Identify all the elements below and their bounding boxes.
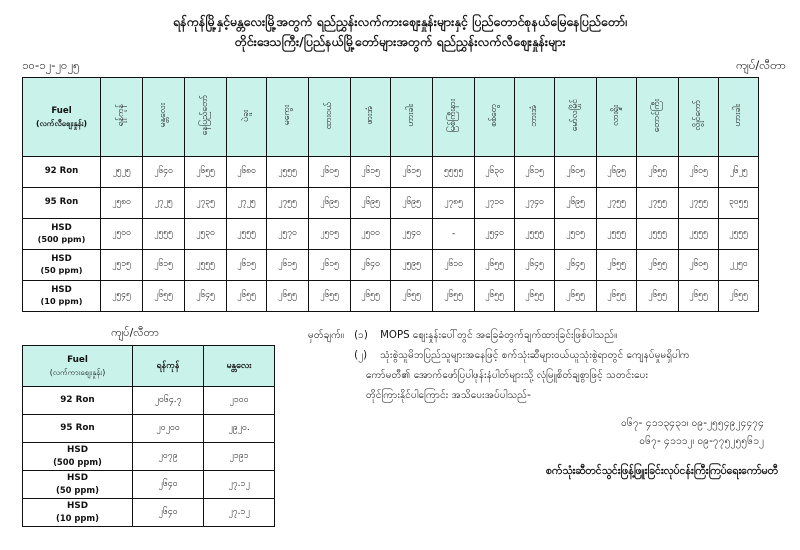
contact-phones — [308, 406, 790, 451]
price-cell: ၂၆၅၅ — [679, 281, 719, 312]
price-cell: ၂၆၁၅ — [515, 157, 555, 188]
fuel-header-title: Fuel — [67, 354, 88, 365]
price-cell: ၂၇၄၀ — [515, 188, 555, 219]
column-header-city — [475, 78, 515, 157]
row-label-text: 92 Ron — [60, 394, 95, 405]
row-label-sub: (50 ppm) — [40, 265, 83, 276]
row-label-text: HSD — [51, 253, 72, 264]
column-header-label: တောင်ကြီး — [652, 98, 663, 133]
price-cell: ၂၆၅၅ — [719, 281, 759, 312]
price-cell: ၂၆၄၀ — [133, 471, 204, 499]
table-header-row — [23, 78, 759, 157]
fuel-header-title: Fuel — [51, 105, 72, 116]
price-cell: ၂၆၄၀ — [351, 250, 391, 281]
column-header-city — [555, 78, 597, 157]
column-header-label: မော်လမြိုင် — [570, 99, 581, 132]
price-cell: ၅၅၅၅ — [433, 157, 475, 188]
row-label-sub: (500 ppm) — [53, 456, 102, 467]
price-cell: - — [433, 219, 475, 250]
price-cell: ၂၅၈၀ — [101, 188, 143, 219]
price-cell: ၂၆၀၅ — [679, 157, 719, 188]
price-cell: ၂၆၁၅ — [391, 157, 433, 188]
price-cell: ၂၆၈၀ — [227, 157, 267, 188]
note-text: သုံးစွဲသူမိဘပြည်သူများအနေဖြင့် စက်သုံးဆီများဝယ်ယူသုံးစွဲရာတွင် ကျေနပ်မှုမရှိပါက — [380, 349, 690, 361]
price-cell: ၂၆၄၀ — [133, 499, 204, 527]
price-cell: ၂၇၈၅ — [433, 188, 475, 219]
price-cell: ၂၅၅၅ — [227, 219, 267, 250]
price-cell: ၂၇၁၀ — [475, 188, 515, 219]
table-row — [23, 387, 275, 415]
column-header-city — [143, 78, 185, 157]
note-item — [308, 326, 790, 346]
notes-section — [290, 326, 790, 482]
price-cell: ၂၇၃၅ — [185, 188, 227, 219]
row-label — [23, 499, 133, 527]
column-header-city — [597, 78, 637, 157]
column-header-label: လားရှိုး — [611, 105, 622, 126]
price-cell: ၂၅၄၀ — [391, 219, 433, 250]
column-header-label: ထားဝယ် — [324, 101, 335, 130]
price-cell: ၂၆၁၅ — [309, 250, 351, 281]
price-cell: ၂၅၅၅ — [143, 219, 185, 250]
price-cell: ၂၅၇၀ — [267, 219, 309, 250]
price-cell: ၂၅၃၀ — [185, 219, 227, 250]
price-cell: ၂၅၄၀ — [475, 219, 515, 250]
price-cell: ၂၆၁၅ — [267, 250, 309, 281]
fuel-header-subtitle: (လက်လီဈေးနှုန်း) — [35, 118, 88, 128]
price-cell: ၂၅၅၅ — [637, 219, 679, 250]
column-header-city — [185, 78, 227, 157]
retail-price-table — [22, 77, 759, 312]
price-cell: ၂၅၀၀ — [351, 219, 391, 250]
page-title-line-2: တိုင်းဒေသကြီး/ပြည်နယ်မြို့တော်များအတွက် ရည်ညွှန်းလက်လီဈေးနှုန်းများ — [234, 34, 566, 49]
price-cell: ၂၆၅၅ — [185, 157, 227, 188]
price-cell: ၂၆၅၅ — [475, 281, 515, 312]
row-label — [23, 250, 101, 281]
price-cell: ၂၆၉၅ — [309, 188, 351, 219]
notes-label: မှတ်ချက်။ — [308, 330, 345, 341]
fuel-column-header — [23, 346, 133, 387]
column-header-label: ဟားခါး — [733, 104, 744, 127]
note-item — [308, 346, 790, 366]
price-cell: ၂၆၅၅ — [555, 281, 597, 312]
price-cell: ၃၀၅၅ — [719, 188, 759, 219]
page-title-line-1: ရန်ကုန်မြို့နှင့်မန္တလေးမြို့အတွက် ရည်ညွှန်းလက်ကားဈေးနှုန်းများနှင့် ပြည်တောင်စုနယ်မြေနေပြည်တော်၊ — [172, 14, 627, 29]
column-header-city — [309, 78, 351, 157]
row-label-text: HSD — [51, 284, 72, 295]
column-header-city — [391, 78, 433, 157]
price-cell: ၂၁၀၀ — [204, 387, 275, 415]
price-cell: ၂၆၉၅ — [597, 157, 637, 188]
row-label — [23, 157, 101, 188]
column-header-city — [433, 78, 475, 157]
price-cell: ၂၆၅၅ — [391, 281, 433, 312]
price-cell: ၂၆၄၅ — [515, 250, 555, 281]
price-cell: ၂၆၅၅ — [351, 281, 391, 312]
table-row — [23, 499, 275, 527]
price-cell: ၂၆၅၅ — [267, 281, 309, 312]
price-cell: ၂၆၉၅ — [351, 188, 391, 219]
column-header-city — [515, 78, 555, 157]
column-header-label: ပဲခူး — [241, 109, 252, 122]
price-cell: ၂၆၅၅ — [143, 281, 185, 312]
column-header-label: မကွေး — [282, 105, 293, 126]
column-header-city: မန္တလေး — [204, 346, 275, 387]
table-row — [23, 188, 759, 219]
price-cell: ၂၇၅၅ — [267, 188, 309, 219]
price-cell: ၂၆၅၅ — [227, 281, 267, 312]
price-cell: ၂၅၅၅ — [679, 219, 719, 250]
column-header-label: ဖားအံ — [365, 106, 376, 125]
wholesale-table-wrap — [22, 326, 290, 527]
price-cell: ၂၆၀၅ — [555, 157, 597, 188]
price-cell: ၂၅၅၅ — [267, 157, 309, 188]
meta-row — [0, 52, 800, 77]
column-header-label: ရန်ကုန် — [116, 104, 127, 127]
table-row — [23, 219, 759, 250]
table-row — [23, 415, 275, 443]
price-cell: ၂၆၁၅ — [351, 157, 391, 188]
column-header-label: ဘားအံ — [529, 104, 540, 127]
row-label-text: 95 Ron — [44, 197, 79, 208]
fuel-header-subtitle: (လက်ကားဈေးနှုန်း) — [49, 367, 106, 377]
note-text: ကော်မတီ၏ အောက်ဖော်ပြပါဖုန်းနံပါတ်များသို့ လုံမြူစိတ်ချစွာဖြင့် သတင်းပေး — [366, 369, 649, 381]
price-cell: ၂၀၇၉ — [133, 443, 204, 471]
column-header-city — [351, 78, 391, 157]
price-cell: ၂၅၀၅ — [555, 219, 597, 250]
row-label — [23, 219, 101, 250]
price-cell: ၂၅၅၅ — [515, 219, 555, 250]
price-cell: ၂၇.၁၂ — [204, 499, 275, 527]
price-cell: ၂၅၀၀ — [101, 219, 143, 250]
row-label-sub: (500 ppm) — [37, 234, 86, 245]
row-label — [23, 443, 133, 471]
column-header-city — [637, 78, 679, 157]
table-row — [23, 443, 275, 471]
price-cell: ၂၅၄၅ — [101, 281, 143, 312]
phone-line: ၀၆၇- ၄၁၁၃၄၃၁၊ ၀၉-၂၅၅၄၉၂၄၄၇၄ — [621, 416, 764, 429]
price-cell: ၂၆၀၅ — [309, 157, 351, 188]
price-cell: ၂၇၂၅ — [227, 188, 267, 219]
price-cell: ၂၅၂၅ — [101, 157, 143, 188]
column-header-city — [267, 78, 309, 157]
price-cell: ၂၅၅၅ — [597, 219, 637, 250]
price-cell: ၂၇၅၅ — [637, 188, 679, 219]
price-cell: ၂၆၅၅ — [597, 281, 637, 312]
column-header-city — [719, 78, 759, 157]
row-label-text: HSD — [67, 445, 88, 456]
row-label-sub: (10 ppm) — [56, 512, 99, 523]
price-cell: ၂၇၂၅ — [143, 188, 185, 219]
price-cell: ၂၅၅၅ — [185, 250, 227, 281]
row-label — [23, 387, 133, 415]
unit-label-bottom: ကျပ်/လီတာ — [111, 326, 159, 339]
price-cell: ၂၆၃၀ — [475, 157, 515, 188]
price-cell: ၂၇၅၅ — [679, 188, 719, 219]
price-cell: ၂၂၅၀ — [719, 250, 759, 281]
price-cell: ၂၆၀၅ — [679, 250, 719, 281]
price-cell: ၂၅၅၅ — [719, 219, 759, 250]
unit-label-top: ကျပ်/လီတာ — [736, 58, 786, 72]
column-header-label: မန္တလေး — [158, 103, 169, 128]
note-text: တိုင်ကြားနိုင်ပါကြောင်း အသိပေးအပ်ပါသည်- — [366, 389, 531, 401]
table-row — [23, 471, 275, 499]
row-label — [23, 415, 133, 443]
row-label — [23, 188, 101, 219]
row-label-sub: (10 ppm) — [40, 296, 83, 307]
row-label-text: HSD — [67, 501, 88, 512]
table-row — [23, 250, 759, 281]
price-cell: ၂၆၅၅ — [309, 281, 351, 312]
price-cell: ၂၇၅၅ — [597, 188, 637, 219]
column-header-label: စစ်တွေ — [489, 104, 500, 127]
fuel-column-header — [23, 78, 101, 157]
column-header-city: ရန်ကုန် — [133, 346, 204, 387]
row-label-text: HSD — [67, 473, 88, 484]
price-cell: ၂၅၉၅ — [391, 250, 433, 281]
price-cell: ၂၆၅၅ — [637, 281, 679, 312]
price-cell: ၂၆၁၅ — [143, 250, 185, 281]
price-cell: ၂၆၄၀ — [143, 157, 185, 188]
price-cell: ၂၀၆၄.၇ — [133, 387, 204, 415]
row-label — [23, 471, 133, 499]
column-header-label: လွိုင်ကော် — [693, 100, 704, 131]
note-number: (၁) — [354, 330, 368, 341]
price-cell: ၂၁၉၁ — [204, 443, 275, 471]
row-label-text: 95 Ron — [60, 422, 95, 433]
price-cell: ၂၅၀၅ — [309, 219, 351, 250]
column-header-city — [101, 78, 143, 157]
price-cell: ၂၆၁၅ — [227, 250, 267, 281]
price-cell: ၂၀၂၀၀ — [133, 415, 204, 443]
price-cell: ၂၆၅၅ — [637, 250, 679, 281]
wholesale-price-table — [22, 345, 275, 527]
note-number: (၂) — [354, 349, 368, 361]
column-header-city — [679, 78, 719, 157]
price-cell: ၂၉၂၀. — [204, 415, 275, 443]
row-label-text: HSD — [51, 222, 72, 233]
price-cell: ၂၆၅၅ — [515, 281, 555, 312]
price-cell: ၂၆၄၅ — [185, 281, 227, 312]
column-header-city — [227, 78, 267, 157]
price-cell: ၂၅၁၅ — [101, 250, 143, 281]
price-cell: ၂၆၉၅ — [391, 188, 433, 219]
row-label — [23, 281, 101, 312]
phone-line: ၀၆၇- ၄၁၁၁၂၊ ၀၉-၇၇၅၂၅၅၆၁၂ — [639, 435, 764, 448]
table-row — [23, 281, 759, 312]
price-cell: ၂၆၉၅ — [555, 188, 597, 219]
table-header-row — [23, 346, 275, 387]
lower-section — [0, 312, 800, 527]
issuing-organization: စက်သုံးဆီတင်သွင်းဖြန့်ဖြူးခြင်းလုပ်ငန်းကြီးကြပ်ရေးကော်မတီ — [545, 465, 778, 477]
note-text: MOPS ဈေးနှုန်းပေါ်တွင် အခြေခံတွက်ချက်ထားခြင်းဖြစ်ပါသည်။ — [380, 330, 618, 341]
column-header-label: နေပြည်တော် — [200, 95, 211, 136]
title-block — [0, 0, 800, 52]
retail-price-table-wrap — [0, 77, 800, 312]
price-cell: ၂၇.၁၂ — [204, 471, 275, 499]
table-row — [23, 157, 759, 188]
row-label-sub: (50 ppm) — [56, 484, 99, 495]
row-label-text: 92 Ron — [44, 166, 79, 177]
column-header-label: မြစ်ကြီးနား — [448, 98, 459, 133]
column-header-label: ဟားခါး — [406, 104, 417, 127]
price-cell: ၂၆၄၅ — [555, 250, 597, 281]
price-cell: ၂၆၅၅ — [475, 250, 515, 281]
price-cell: ၂၆၂၅ — [719, 157, 759, 188]
price-cell: ၂၆၅၅ — [597, 250, 637, 281]
report-date: ၁၀-၁၂-၂၀၂၅ — [22, 58, 80, 72]
price-cell: ၂၆၅၅ — [433, 281, 475, 312]
price-cell: ၂၆၁၀ — [433, 250, 475, 281]
price-cell: ၂၆၅၅ — [637, 157, 679, 188]
